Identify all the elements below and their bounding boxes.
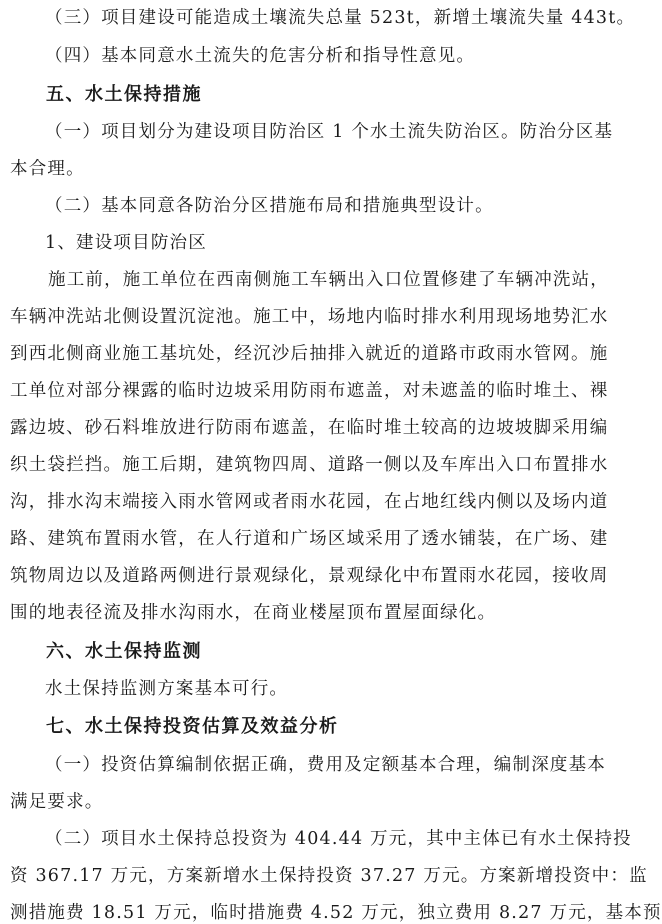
paragraph-line: 工单位对部分裸露的临时边坡采用防雨布遮盖，对未遮盖的临时堆土、裸 [10, 381, 609, 401]
paragraph-line: 车辆冲洗站北侧设置沉淀池。施工中，场地内临时排水利用现场地势汇水 [10, 307, 609, 327]
paragraph-line: 露边坡、砂石料堆放进行防雨布遮盖，在临时堆土较高的边坡坡脚采用编 [10, 418, 609, 438]
text-line-item-2-measures: （二）基本同意各防治分区措施布局和措施典型设计。 [45, 196, 494, 216]
text-line-continuation: 本合理。 [10, 159, 85, 179]
text-line-continuation: 满足要求。 [10, 792, 104, 812]
paragraph-line: 测措施费 18.51 万元，临时措施费 4.52 万元，独立费用 8.27 万元，基本预 [10, 903, 662, 923]
section-heading-6: 六、水土保持监测 [46, 641, 202, 662]
subheading-1: 1、建设项目防治区 [45, 233, 207, 253]
paragraph-line: 施工前，施工单位在西南侧施工车辆出入口位置修建了车辆冲洗站， [48, 270, 609, 290]
section-heading-7: 七、水土保持投资估算及效益分析 [46, 716, 339, 737]
paragraph-line-last: 围的地表径流及排水沟雨水，在商业楼屋顶布置屋面绿化。 [10, 603, 497, 623]
text-line-item-4-hazard: （四）基本同意水土流失的危害分析和指导性意见。 [45, 46, 476, 66]
text-line-monitoring: 水土保持监测方案基本可行。 [45, 679, 289, 699]
text-line-item-1-estimate: （一）投资估算编制依据正确，费用及定额基本合理，编制深度基本 [45, 755, 606, 775]
paragraph-line: 沟，排水沟末端接入雨水管网或者雨水花园，在占地红线内侧以及场内道 [10, 492, 609, 512]
paragraph-line: 资 367.17 万元，方案新增水土保持投资 37.27 万元。方案新增投资中：监 [10, 866, 648, 886]
text-line-item-3-soil-loss: （三）项目建设可能造成土壤流失总量 523t，新增土壤流失量 443t。 [45, 8, 636, 28]
paragraph-line: 筑物周边以及道路两侧进行景观绿化，景观绿化中布置雨水花园，接收周 [10, 566, 609, 586]
text-line-item-1-zoning: （一）项目划分为建设项目防治区 1 个水土流失防治区。防治分区基 [45, 122, 614, 142]
section-heading-5: 五、水土保持措施 [46, 84, 202, 105]
paragraph-line: 路、建筑布置雨水管，在人行道和广场区域采用了透水铺装，在广场、建 [10, 529, 609, 549]
paragraph-line: 织土袋拦挡。施工后期，建筑物四周、道路一侧以及车库出入口布置排水 [10, 455, 609, 475]
paragraph-line: 到西北侧商业施工基坑处，经沉沙后抽排入就近的道路市政雨水管网。施 [10, 344, 609, 364]
text-line-item-2-investment: （二）项目水土保持总投资为 404.44 万元，其中主体已有水土保持投 [45, 829, 632, 849]
